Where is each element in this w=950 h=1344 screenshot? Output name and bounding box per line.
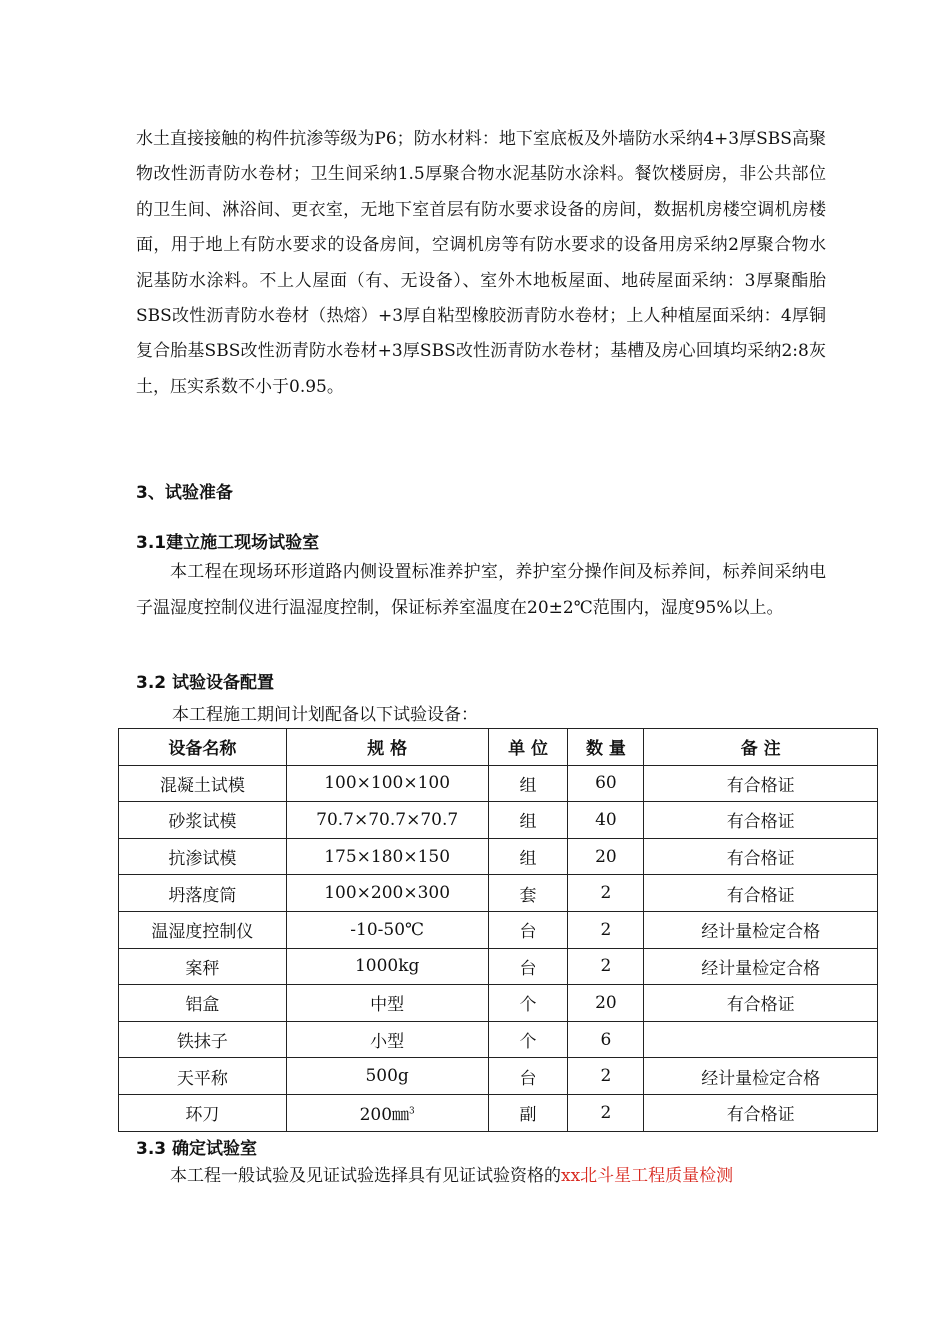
cell-spec: 70.7×70.7×70.7: [286, 802, 488, 839]
cell-remarks: [644, 1021, 878, 1058]
table-header-row: [119, 729, 878, 766]
cell-unit: 台: [488, 948, 568, 985]
cell-remarks: 有合格证: [644, 1094, 878, 1131]
table-row: [119, 1021, 878, 1058]
cell-quantity: 6: [568, 1021, 644, 1058]
header-name: 设备名称: [119, 729, 287, 766]
lab-name-highlight: xx北斗星工程质量检测: [561, 1166, 734, 1186]
table-row: [119, 1058, 878, 1095]
cell-name: 铁抹子: [119, 1021, 287, 1058]
cell-spec: 175×180×150: [286, 838, 488, 875]
cell-unit: 台: [488, 911, 568, 948]
table-row: [119, 985, 878, 1022]
cell-quantity: 40: [568, 802, 644, 839]
cell-spec: -10-50℃: [286, 911, 488, 948]
section-3-1-body: 本工程在现场环形道路内侧设置标准养护室，养护室分操作间及标养间，标养间采纳电子温湿度控制仪进行温湿度控制，保证标养室温度在20±2℃范围内，湿度95%以上。: [136, 562, 826, 618]
cell-spec-value: 200㎜: [359, 1105, 410, 1126]
cell-name: 天平称: [119, 1058, 287, 1095]
section-3-heading: 3、试验准备: [136, 483, 233, 503]
table-row: [119, 875, 878, 912]
cell-remarks: 经计量检定合格: [644, 1058, 878, 1095]
cell-spec: 小型: [286, 1021, 488, 1058]
table-row: [119, 838, 878, 875]
header-spec: 规 格: [286, 729, 488, 766]
cell-unit: 组: [488, 838, 568, 875]
cell-unit: 组: [488, 802, 568, 839]
section-3-2-heading: 3.2 试验设备配置: [136, 673, 275, 693]
cell-spec: 500g: [286, 1058, 488, 1095]
table-row: [119, 1094, 878, 1131]
cell-quantity: 60: [568, 765, 644, 802]
cell-quantity: 2: [568, 1094, 644, 1131]
table-row: [119, 802, 878, 839]
cell-remarks: 有合格证: [644, 802, 878, 839]
table-row: [119, 948, 878, 985]
header-unit: 单 位: [488, 729, 568, 766]
cell-quantity: 2: [568, 1058, 644, 1095]
cell-quantity: 2: [568, 875, 644, 912]
section-3-1-heading: 3.1建立施工现场试验室: [136, 533, 320, 553]
cell-remarks: 经计量检定合格: [644, 911, 878, 948]
cell-unit: 台: [488, 1058, 568, 1095]
cell-unit: 个: [488, 1021, 568, 1058]
cell-remarks: 有合格证: [644, 765, 878, 802]
cell-spec: 100×100×100: [286, 765, 488, 802]
table-row: [119, 911, 878, 948]
table-row: [119, 765, 878, 802]
section-3-2-lead: 本工程施工期间计划配备以下试验设备：: [172, 705, 478, 725]
cell-name: 砂浆试模: [119, 802, 287, 839]
cell-name: 铝盒: [119, 985, 287, 1022]
cell-name: 温湿度控制仪: [119, 911, 287, 948]
section-3-3-body-text: 本工程一般试验及见证试验选择具有见证试验资格的: [170, 1166, 561, 1186]
cell-name: 案秤: [119, 948, 287, 985]
cell-name: 抗渗试模: [119, 838, 287, 875]
cell-name: 混凝土试模: [119, 765, 287, 802]
section-3-3-body: [136, 1158, 826, 1194]
cell-spec: [286, 1094, 488, 1131]
cell-remarks: 有合格证: [644, 875, 878, 912]
cell-quantity: 2: [568, 911, 644, 948]
section-3-3-heading: 3.3 确定试验室: [136, 1139, 258, 1159]
cell-name: 坍落度筒: [119, 875, 287, 912]
cell-spec: 中型: [286, 985, 488, 1022]
header-quantity: 数 量: [568, 729, 644, 766]
cell-unit: 副: [488, 1094, 568, 1131]
cell-remarks: 经计量检定合格: [644, 948, 878, 985]
equipment-table: [118, 728, 878, 1132]
intro-paragraph: 水土直接接触的构件抗渗等级为P6；防水材料：地下室底板及外墙防水采纳4+3厚SBS高聚物改性沥青防水卷材；卫生间采纳1.5厚聚合物水泥基防水涂料。餐饮楼厨房，非公共部位的卫生间、淋浴间、更衣室，无地下室首层有防水要求设备的房间，数据机房楼空调机房楼面，用于地上有防水要求的设备房间，空调机房等有防水要求的设备用房采纳2厚聚合物水泥基防水涂料。不上人屋面（有、无设备）、室外木地板屋面、地砖屋面采纳：3厚聚酯胎SBS改性沥青防水卷材（热熔）+3厚自粘型橡胶沥青防水卷材；上人种植屋面采纳：4厚铜复合胎基SBS改性沥青防水卷材+3厚SBS改性沥青防水卷材；基槽及房心回填均采纳2:8灰土，压实系数不小于0.95。: [136, 129, 826, 397]
cell-unit: 组: [488, 765, 568, 802]
cell-spec-superscript: 3: [409, 1106, 415, 1117]
cell-unit: 套: [488, 875, 568, 912]
cell-quantity: 20: [568, 838, 644, 875]
cell-remarks: 有合格证: [644, 838, 878, 875]
cell-remarks: 有合格证: [644, 985, 878, 1022]
cell-quantity: 20: [568, 985, 644, 1022]
header-remarks: 备 注: [644, 729, 878, 766]
cell-unit: 个: [488, 985, 568, 1022]
cell-name: 环刀: [119, 1094, 287, 1131]
cell-quantity: 2: [568, 948, 644, 985]
cell-spec: 100×200×300: [286, 875, 488, 912]
cell-spec: 1000kg: [286, 948, 488, 985]
